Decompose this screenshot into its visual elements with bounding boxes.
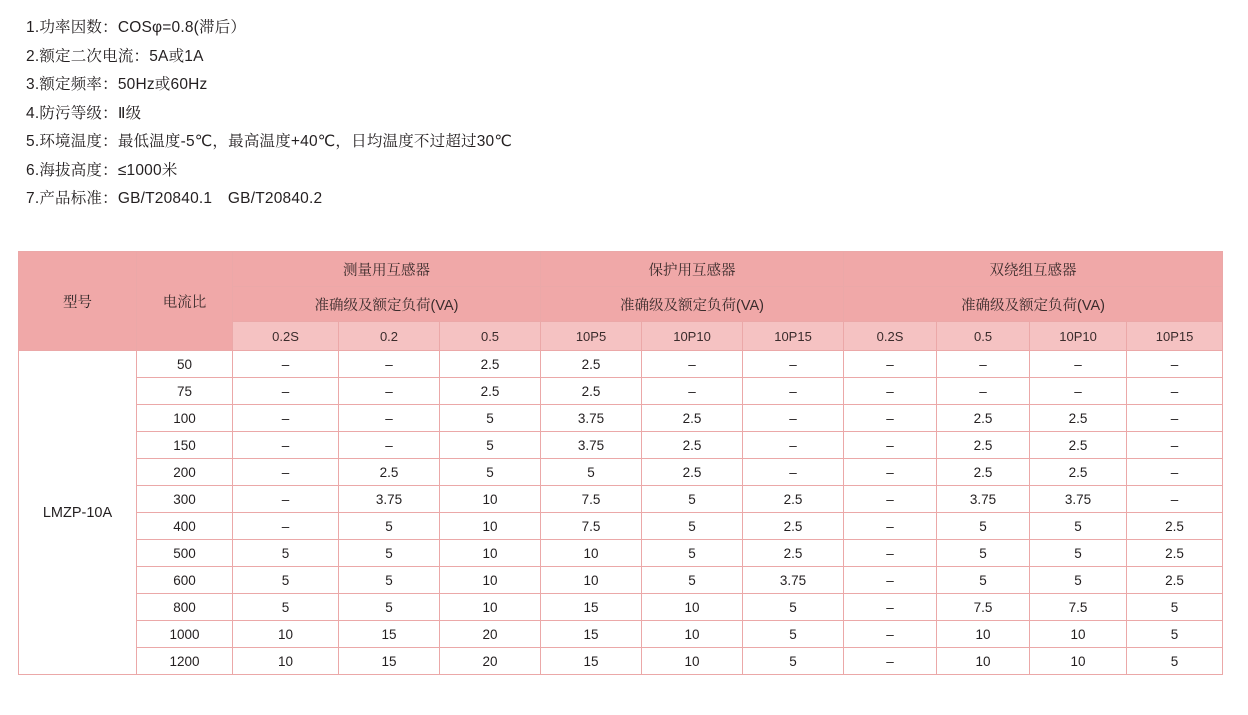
cell-ratio: 100: [137, 405, 233, 432]
cell-value: –: [1127, 486, 1223, 513]
table-body: [19, 351, 1223, 675]
cell-value: 2.5: [1127, 567, 1223, 594]
cell-value: 5: [642, 513, 743, 540]
cell-value: –: [844, 648, 937, 675]
model-value: LMZP-10A: [19, 351, 137, 675]
header-col-p-1: 10P10: [642, 322, 743, 351]
spec-item-7: 7.产品标准：GB/T20840.1 GB/T20840.2: [26, 190, 323, 207]
cell-ratio: 150: [137, 432, 233, 459]
cell-value: 2.5: [1030, 432, 1127, 459]
cell-value: –: [1127, 405, 1223, 432]
table-row: [19, 459, 1223, 486]
cell-value: 2.5: [937, 405, 1030, 432]
cell-value: –: [233, 486, 339, 513]
cell-value: 2.5: [541, 378, 642, 405]
table-row: [19, 351, 1223, 378]
cell-value: 5: [339, 513, 440, 540]
cell-value: 10: [440, 567, 541, 594]
cell-ratio: 200: [137, 459, 233, 486]
header-ratio: 电流比: [137, 252, 233, 351]
cell-value: 5: [339, 567, 440, 594]
cell-value: 5: [440, 459, 541, 486]
cell-value: –: [844, 594, 937, 621]
cell-value: 10: [233, 648, 339, 675]
cell-value: 5: [1127, 594, 1223, 621]
cell-value: –: [233, 378, 339, 405]
cell-value: 10: [1030, 648, 1127, 675]
header-group-measuring: 测量用互感器: [233, 252, 541, 287]
cell-value: 3.75: [339, 486, 440, 513]
cell-value: 5: [642, 540, 743, 567]
cell-value: –: [233, 432, 339, 459]
cell-value: 2.5: [937, 432, 1030, 459]
header-col-m-0: 0.2S: [233, 322, 339, 351]
cell-value: –: [743, 405, 844, 432]
cell-ratio: 500: [137, 540, 233, 567]
cell-value: –: [233, 513, 339, 540]
cell-value: –: [1127, 432, 1223, 459]
cell-value: 10: [440, 594, 541, 621]
cell-value: 2.5: [541, 351, 642, 378]
cell-value: 5: [1127, 648, 1223, 675]
cell-value: 5: [339, 594, 440, 621]
cell-value: –: [1127, 351, 1223, 378]
cell-value: –: [844, 378, 937, 405]
cell-ratio: 400: [137, 513, 233, 540]
cell-value: 7.5: [541, 486, 642, 513]
cell-value: –: [844, 513, 937, 540]
cell-ratio: 1000: [137, 621, 233, 648]
cell-value: 10: [937, 648, 1030, 675]
cell-value: 5: [233, 567, 339, 594]
cell-value: 2.5: [1127, 513, 1223, 540]
spec-item-6: 6.海拔高度：≤1000米: [26, 161, 178, 179]
cell-value: 3.75: [541, 405, 642, 432]
cell-value: –: [937, 378, 1030, 405]
cell-value: 10: [937, 621, 1030, 648]
table-row: [19, 486, 1223, 513]
cell-value: –: [844, 540, 937, 567]
cell-value: 2.5: [642, 432, 743, 459]
cell-value: 2.5: [642, 459, 743, 486]
cell-value: –: [844, 459, 937, 486]
header-col-p-2: 10P15: [743, 322, 844, 351]
cell-value: 10: [440, 513, 541, 540]
spec-item-1: 1.功率因数：COSφ=0.8(滞后）: [26, 19, 247, 36]
cell-value: 10: [642, 594, 743, 621]
table-row: [19, 540, 1223, 567]
cell-value: 5: [937, 540, 1030, 567]
cell-value: 15: [541, 621, 642, 648]
table-row: [19, 405, 1223, 432]
table-row: [19, 567, 1223, 594]
table-row: [19, 594, 1223, 621]
cell-value: 5: [339, 540, 440, 567]
cell-value: 5: [1030, 513, 1127, 540]
cell-value: –: [1030, 378, 1127, 405]
table-header-row-1: [19, 252, 1223, 287]
cell-value: 2.5: [440, 351, 541, 378]
header-col-m-2: 0.5: [440, 322, 541, 351]
header-sub-measuring: 准确级及额定负荷(VA): [233, 287, 541, 322]
specification-list: [0, 0, 1248, 214]
cell-value: –: [233, 351, 339, 378]
cell-value: 5: [1127, 621, 1223, 648]
spec-item-4: 4.防污等级：Ⅱ级: [26, 104, 142, 122]
cell-value: –: [743, 432, 844, 459]
header-col-m-1: 0.2: [339, 322, 440, 351]
cell-ratio: 600: [137, 567, 233, 594]
cell-value: 2.5: [743, 540, 844, 567]
header-group-protection: 保护用互感器: [541, 252, 844, 287]
cell-value: 2.5: [440, 378, 541, 405]
cell-value: –: [1127, 378, 1223, 405]
cell-value: 15: [541, 648, 642, 675]
cell-value: 7.5: [937, 594, 1030, 621]
cell-value: 10: [1030, 621, 1127, 648]
cell-value: –: [844, 486, 937, 513]
cell-value: 5: [642, 486, 743, 513]
cell-value: 2.5: [1127, 540, 1223, 567]
cell-value: 10: [440, 486, 541, 513]
cell-ratio: 300: [137, 486, 233, 513]
cell-value: 5: [743, 648, 844, 675]
cell-value: 5: [642, 567, 743, 594]
header-sub-dual-winding: 准确级及额定负荷(VA): [844, 287, 1223, 322]
cell-value: –: [339, 351, 440, 378]
cell-value: 3.75: [1030, 486, 1127, 513]
parameter-table: [18, 251, 1223, 675]
cell-value: –: [743, 378, 844, 405]
cell-ratio: 50: [137, 351, 233, 378]
header-model: 型号: [19, 252, 137, 351]
cell-value: 20: [440, 621, 541, 648]
cell-value: –: [743, 351, 844, 378]
header-col-d-2: 10P10: [1030, 322, 1127, 351]
spec-item-3: 3.额定频率：50Hz或60Hz: [26, 76, 208, 93]
cell-value: 5: [233, 594, 339, 621]
cell-ratio: 75: [137, 378, 233, 405]
cell-value: 5: [1030, 567, 1127, 594]
cell-value: 10: [642, 648, 743, 675]
cell-value: 5: [743, 594, 844, 621]
cell-value: 2.5: [1030, 405, 1127, 432]
cell-value: –: [339, 378, 440, 405]
cell-value: 15: [541, 594, 642, 621]
header-col-p-0: 10P5: [541, 322, 642, 351]
cell-value: 2.5: [339, 459, 440, 486]
cell-value: –: [937, 351, 1030, 378]
cell-value: 7.5: [541, 513, 642, 540]
spec-item-2: 2.额定二次电流：5A或1A: [26, 47, 204, 65]
cell-value: –: [844, 567, 937, 594]
cell-value: 3.75: [541, 432, 642, 459]
cell-value: –: [642, 351, 743, 378]
table-row: [19, 621, 1223, 648]
table-row: [19, 648, 1223, 675]
cell-value: 2.5: [743, 513, 844, 540]
table-row: [19, 513, 1223, 540]
cell-value: 10: [233, 621, 339, 648]
cell-value: –: [1127, 459, 1223, 486]
cell-value: 10: [642, 621, 743, 648]
cell-ratio: 1200: [137, 648, 233, 675]
cell-value: –: [339, 432, 440, 459]
cell-value: –: [743, 459, 844, 486]
cell-value: 5: [440, 405, 541, 432]
cell-value: 5: [937, 567, 1030, 594]
cell-value: 2.5: [642, 405, 743, 432]
cell-value: –: [233, 459, 339, 486]
header-col-d-0: 0.2S: [844, 322, 937, 351]
cell-value: 2.5: [1030, 459, 1127, 486]
cell-value: 5: [233, 540, 339, 567]
cell-value: –: [642, 378, 743, 405]
cell-value: 7.5: [1030, 594, 1127, 621]
cell-ratio: 800: [137, 594, 233, 621]
table-row: [19, 378, 1223, 405]
cell-value: –: [844, 405, 937, 432]
cell-value: 5: [440, 432, 541, 459]
cell-value: 15: [339, 621, 440, 648]
cell-value: 3.75: [937, 486, 1030, 513]
table-row: [19, 432, 1223, 459]
cell-value: –: [339, 405, 440, 432]
spec-item-5: 5.环境温度：最低温度-5℃，最高温度+40℃，日均温度不过超过30℃: [26, 133, 512, 150]
cell-value: 10: [541, 540, 642, 567]
cell-value: 15: [339, 648, 440, 675]
header-sub-protection: 准确级及额定负荷(VA): [541, 287, 844, 322]
cell-value: 2.5: [743, 486, 844, 513]
table-header: [19, 252, 1223, 351]
cell-value: –: [233, 405, 339, 432]
cell-value: –: [844, 621, 937, 648]
cell-value: 5: [743, 621, 844, 648]
header-col-d-3: 10P15: [1127, 322, 1223, 351]
cell-value: –: [1030, 351, 1127, 378]
cell-value: –: [844, 351, 937, 378]
cell-value: 5: [1030, 540, 1127, 567]
cell-value: 10: [440, 540, 541, 567]
cell-value: 5: [541, 459, 642, 486]
cell-value: 20: [440, 648, 541, 675]
header-col-d-1: 0.5: [937, 322, 1030, 351]
header-group-dual-winding: 双绕组互感器: [844, 252, 1223, 287]
cell-value: 5: [937, 513, 1030, 540]
parameter-table-container: [18, 251, 1222, 675]
cell-value: 2.5: [937, 459, 1030, 486]
cell-value: –: [844, 432, 937, 459]
cell-value: 10: [541, 567, 642, 594]
cell-value: 3.75: [743, 567, 844, 594]
